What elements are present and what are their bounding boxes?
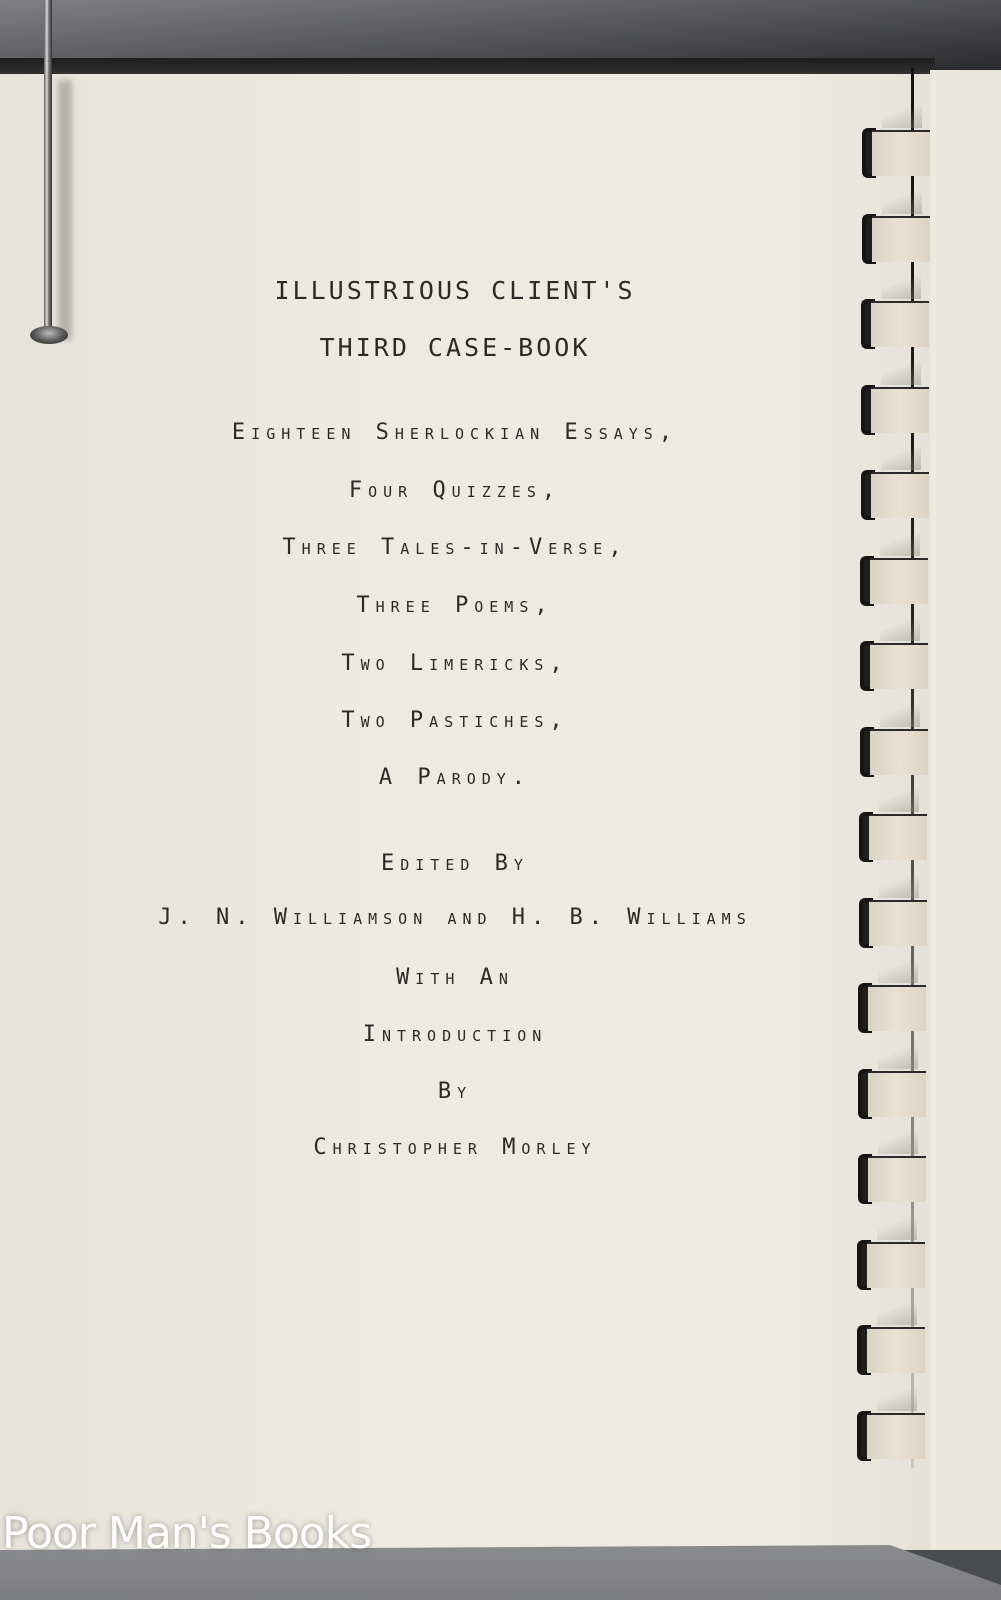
credits-line-6: Christopher Morley xyxy=(313,1135,597,1160)
contents-line-7: A Parody. xyxy=(378,765,532,790)
credits-line-5: By xyxy=(437,1079,473,1104)
contents-line-2: Four Quizzes, xyxy=(348,478,562,503)
credits-line-1: Edited By xyxy=(381,851,529,876)
watermark: Poor Man's Books xyxy=(2,1508,372,1559)
contents-line-3: Three Tales-in-Verse, xyxy=(282,535,628,560)
right-page-strip xyxy=(930,70,1001,1550)
contents-line-1: Eighteen Sherlockian Essays, xyxy=(231,420,679,445)
contents-line-6: Two Pastiches, xyxy=(341,708,569,733)
credits-line-2: J. N. Williamson and H. B. Williams xyxy=(158,905,752,930)
credits-line-3: With An xyxy=(396,965,514,990)
title-line-2: THIRD CASE-BOOK xyxy=(319,333,591,362)
title-line-1: ILLUSTRIOUS CLIENT'S xyxy=(274,276,636,305)
credits-line-4: Introduction xyxy=(362,1022,548,1047)
contents-line-5: Two Limericks, xyxy=(341,651,569,676)
contents-line-4: Three Poems, xyxy=(356,593,554,618)
